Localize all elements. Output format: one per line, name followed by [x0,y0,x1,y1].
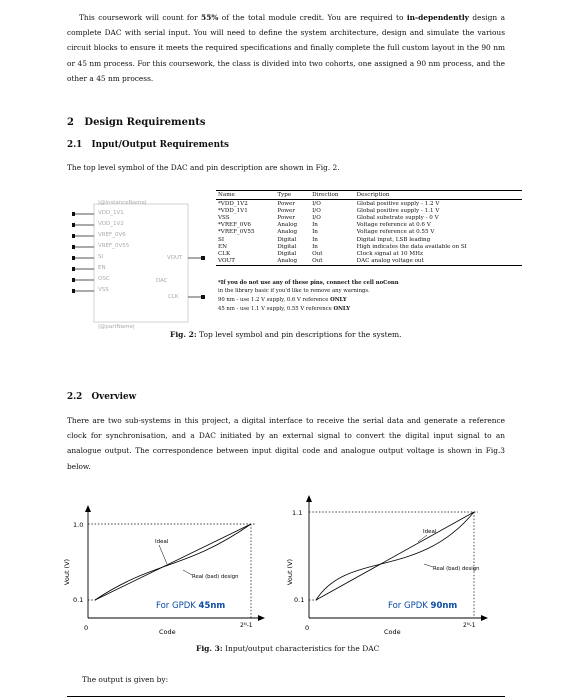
fig2-caption [170,330,402,339]
table-cell: Clock signal at 10 MHz [356,250,423,257]
table-header-row [216,191,522,200]
table-cell: Digital input, LSB leading [356,236,431,243]
table-cell: High indicates the data available on SI [356,243,467,250]
section-2-1-text: The top level symbol of the DAC and pin description are shown in Fig. 2. [67,163,340,172]
table-row [216,258,522,266]
table-cell: VSS [218,214,230,221]
bottom-rule [67,696,505,697]
graph-xtick-right: 2ᴺ-1 [463,622,476,629]
symbol-pin-label: CLK [168,294,179,300]
symbol-pin-label: SI [98,254,104,260]
table-row [216,222,522,229]
table-cell: Out [310,258,355,266]
graph-y-arrow [85,505,91,512]
graph-pdk-node: 90nm [430,601,458,611]
graph-90nm [278,490,488,650]
table-cell: In [312,243,318,250]
graph-xlabel: Code [159,628,176,636]
table-cell: Analog [277,229,298,236]
table-row [216,236,522,243]
table-cell: I/O [312,214,321,221]
table-cell: Global positive supply - 1.1 V [356,207,440,214]
section-2-heading [67,117,205,128]
table-cell: In [312,229,318,236]
symbol-pin-label: VREF_0V6 [98,232,126,238]
graph-xtick-left: 0 [305,624,310,632]
table-header-cell: Type [275,191,310,200]
graph-ideal-line [95,524,251,600]
graph-ideal-line [316,512,474,600]
section-2-2-title: Overview [91,392,137,402]
dac-symbol [72,200,207,340]
output-text: The output is given by: [82,675,169,684]
section-2-number: 2 [67,117,74,128]
table-row [216,214,522,221]
table-cell: Global substrate supply - 0 V [356,214,439,221]
table-header-cell: Description [355,191,522,200]
fig2-caption-text: Top level symbol and pin descriptions for the system. [196,330,402,339]
symbol-pin-label: VDD_1V1 [98,210,124,216]
graph-real-label: Real (bad) design [433,566,480,572]
symbol-part-name: |@partName| [98,324,135,330]
intro-paragraph [67,10,505,86]
table-cell: CLK [218,250,231,257]
table-cell: Digital [277,236,297,243]
section-2-1-number: 2.1 [67,140,83,150]
table-row [216,243,522,250]
table-cell: I/O [312,207,321,214]
table-cell: Voltage reference at 0.6 V [356,222,431,229]
graph-ylabel: Vout (V) [286,558,294,586]
graph-pdk-node: 45nm [198,601,226,611]
table-cell: DAC analog voltage out [355,258,522,266]
graph-45nm [55,490,265,650]
section-2-title: Design Requirements [84,117,206,128]
fig3-caption-text: Input/output characteristics for the DAC [222,644,380,653]
table-row [216,250,522,257]
section-2-1-heading [67,140,229,150]
table-cell: EN [218,243,227,250]
fig3-caption-label: Fig. 3: [196,644,223,653]
table-row [216,207,522,214]
intro-independently: in-dependently [406,13,469,22]
table-cell: Power [277,200,296,207]
pin-note-3-text: 90 nm - use 1.2 V supply, 0.6 V reference [218,297,331,303]
table-cell: Digital [277,250,297,257]
symbol-pin-label: VDD_1V2 [98,221,124,227]
table-cell: Analog [275,258,310,266]
table-cell: *VDD_1V1 [218,207,248,214]
pin-description-table [216,190,522,266]
table-cell: Out [312,250,323,257]
section-2-1-title: Input/Output Requirements [91,140,229,150]
graph-ytick-top: 1.0 [73,521,84,529]
graph-ytick-bottom: 0.1 [73,596,84,604]
dac-symbol-svg [72,200,207,340]
intro-text-c: of the total module credit. You are required to [218,13,407,22]
table-cell: *VDD_1V2 [218,200,248,207]
table-row [216,200,522,208]
table-cell: VOUT [216,258,275,266]
intro-credit-percent: 55% [201,13,219,22]
graph-ytick-bottom: 0.1 [294,596,305,604]
graph-pdk-label [156,601,225,611]
section-2-2-number: 2.2 [67,392,83,402]
symbol-pin-label: OSC [98,276,110,282]
graph-x-arrow [258,615,265,621]
table-cell: *VREF_0V55 [218,229,255,236]
pin-note-1 [218,280,399,286]
fig3-caption [196,644,379,653]
graph-ytick-top: 1.1 [292,509,303,517]
graph-ideal-label: Ideal [423,529,437,535]
section-2-2-text: There are two sub-systems in this project, a digital interface to receive the serial data and generate a reference clock for synchronisation, and a DAC initiated by an external signal to convert the digital input signal to an analogue output. The correspondence between input digital code and analogue output voltage is shown in Fig.3 below. [67,416,505,471]
graph-pdk-label [388,601,457,611]
section-2-2-heading [67,392,136,402]
table-header-cell: Direction [310,191,355,200]
symbol-instance-name: |@instanceName| [98,200,147,206]
table-cell: Global positive supply - 1.2 V [356,200,440,207]
graph-ideal-label: Ideal [155,539,169,545]
fig2-caption-label: Fig. 2: [170,330,197,339]
intro-text-a: This coursework will count for [79,13,202,22]
table-cell: Analog [277,222,298,229]
graph-pdk-prefix: For GPDK [156,601,199,611]
graph-real-label: Real (bad) design [192,574,239,580]
pin-note-4-only: ONLY [333,306,351,312]
pin-note-4-text: 45 nm - use 1.1 V supply, 0.55 V reference [218,306,334,312]
table-row [216,229,522,236]
graph-xlabel: Code [384,628,401,636]
graph-xtick-left: 0 [84,624,89,632]
table-cell: Power [277,207,296,214]
pin-note-3 [218,297,347,303]
intro-text-e: design a complete DAC with serial input. You will need to define the system architecture, design and simulate the various circuit blocks to ensure it meets the required specifications and finally complete the full custom layout in the 90 nm or 45 nm process. For this coursework, the class is divided into two cohorts, one assigned a 90 nm process, and the other a 45 nm process. [67,13,505,83]
pin-note-4 [218,306,350,312]
symbol-pin-label: VREF_0V55 [98,243,130,249]
graph-pdk-prefix: For GPDK [388,601,431,611]
table-cell: In [312,222,318,229]
symbol-pin-lines [72,214,203,297]
table-header-cell: Name [216,191,275,200]
graph-ylabel: Vout (V) [63,558,71,586]
table-cell: Digital [277,243,297,250]
symbol-pin-label: VSS [98,287,109,293]
table-cell: Power [277,214,296,221]
table-cell: *VREF_0V6 [218,222,251,229]
table-cell: Voltage reference at 0.55 V [356,229,435,236]
pin-note-3-only: ONLY [330,297,347,303]
graph-y-arrow [306,495,312,502]
pin-note-2: in the library basic if you'd like to remove any warnings. [218,288,370,294]
graph-x-arrow [481,615,488,621]
table-cell: In [312,236,318,243]
symbol-cell-name: DAC [156,278,168,284]
pin-note-1-text: *If you do not use any of these pins, connect the cell noConn [218,280,399,286]
symbol-pin-label: VOUT [167,255,183,261]
table-cell: I/O [312,200,321,207]
symbol-pin-label: EN [98,265,106,271]
table-cell: SI [218,236,225,243]
graph-xtick-right: 2ᴺ-1 [240,622,253,629]
